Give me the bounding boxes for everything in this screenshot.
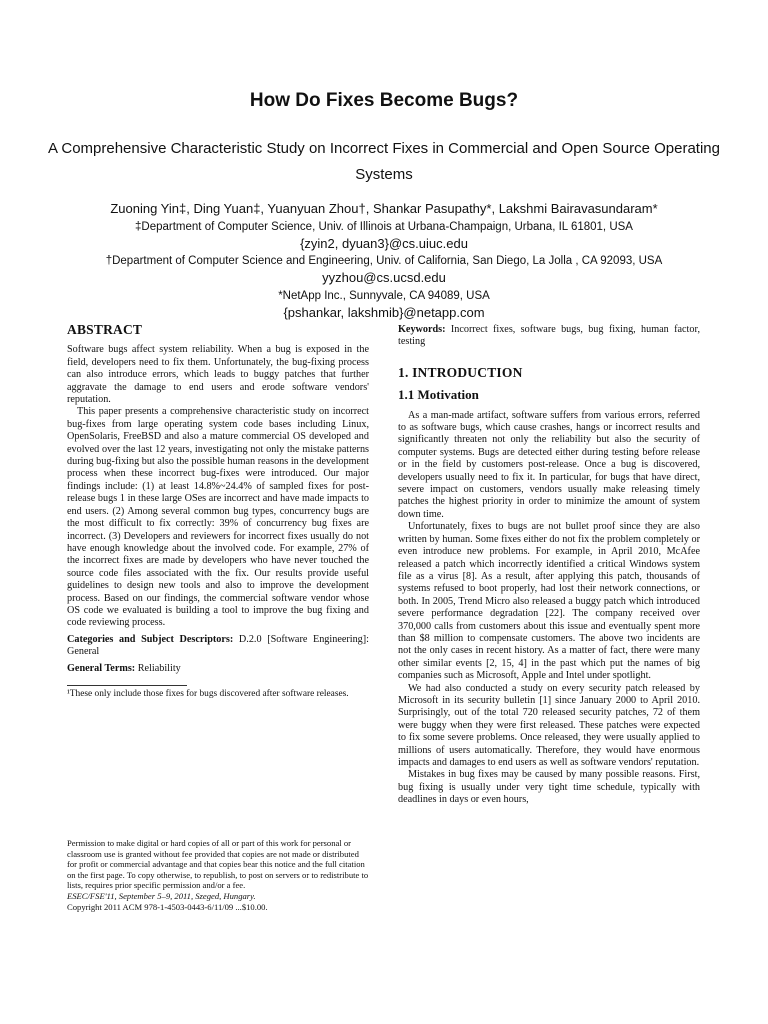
- categories-label: Categories and Subject Descriptors:: [67, 633, 234, 645]
- keywords: [398, 324, 700, 349]
- general-terms: [67, 663, 369, 675]
- email-ucsd: yyzhou@cs.ucsd.edu: [322, 270, 446, 285]
- paper-subtitle: A Comprehensive Characteristic Study on Incorrect Fixes in Commercial and Open Source Operating Systems: [48, 140, 720, 183]
- abstract-paragraph: This paper presents a comprehensive characteristic study on incorrect bug-fixes from large operating system code bases including Linux, OpenSolaris, FreeBSD and also a mature commercial OS developed and evolved over the last 12 years, investigating not only the mistake patterns during bug-fixing but also the possible human reasons in the development process when these incorrect bug-fixes were introduced. Our major findings include: (1) at least 14.8%~24.4% of sampled fixes for post-release bugs 1 in these large OSes are incorrect and have made impacts to end users. (2) Among several common bug types, concurrency bugs are the most difficult to fix correctly: 39% of concurrency bug fixes are incorrect. (3) Developers and reviewers for incorrect fixes usually do not have enough knowledge about the involved code. For example, 27% of the incorrect fixes are made by developers who have never touched the source code files associated with the fix. Our results provide useful guidelines to design new tools and also to improve the development process. Based on our findings, the commercial software vendor whose OS code we evaluated is building a tool to improve the bug fixing and code reviewing process.: [67, 406, 369, 629]
- affiliation-netapp: *NetApp Inc., Sunnyvale, CA 94089, USA: [278, 289, 490, 302]
- email-netapp: {pshankar, lakshmib}@netapp.com: [283, 304, 485, 320]
- keywords-label: Keywords:: [398, 324, 446, 335]
- conference-info: ESEC/FSE'11, September 5–9, 2011, Szeged, Hungary.: [67, 890, 256, 901]
- permission-notice: [67, 838, 369, 912]
- categories-text: D.2.0 [Software Engineering]: General: [67, 633, 369, 658]
- affiliation-uiuc: ‡Department of Computer Science, Univ. of Illinois at Urbana-Champaign, Urbana, IL 61801, USA: [135, 220, 633, 233]
- keywords-text: Incorrect fixes, software bugs, bug fixing, human factor, testing: [398, 324, 701, 348]
- general-terms-text: Reliability: [137, 662, 181, 674]
- right-column: [398, 320, 700, 807]
- copyright-line: Copyright 2011 ACM 978-1-4503-0443-6/11/09 ...$10.00.: [67, 901, 268, 912]
- abstract-heading: ABSTRACT: [67, 322, 143, 337]
- paper-title: How Do Fixes Become Bugs?: [249, 90, 519, 111]
- intro-paragraph: We had also conducted a study on every security patch released by Microsoft in its security bulletin [1] since January 2000 to April 2010. Surprisingly, out of the total 720 released security patches, 72 of them were buggy when they were first released. These patches were expected to fix some severe problems. Once released, they were usually applied to millions of users automatically. Therefore, they would have enormous impacts and damages to end users as well as software vendors' reputation.: [398, 682, 700, 768]
- abstract-paragraph: Software bugs affect system reliability. When a bug is exposed in the field, developers need to fix them. Unfortunately, the bug-fixing process can also introduce errors, which leads to buggy patches that further aggravate the damage to end users and erode software vendors' reputation.: [67, 344, 369, 406]
- intro-paragraph: Mistakes in bug fixes may be caused by many possible reasons. First, bug fixing is usually under very tight time schedule, typically with deadlines in days or even hours,: [398, 769, 700, 806]
- intro-paragraph: Unfortunately, fixes to bugs are not bullet proof since they are also written by human. Some fixes either do not fix the problem completely or even introduce new problems. For example, in April 2010, McAfee released a patch which incorrectly identified a critical Windows system file as a virus [8]. As a result, after applying this patch, thousands of systems refused to boot properly, had lost their network connections, or both. In 2005, Trend Micro also released a buggy patch which introduced severe performance degradation [22]. The company received over 370,000 calls from customers about this issue and eventually spent more than $8 million to compensate customers. The above two incidents are not the only cases in recent history. As a matter of fact, there were many other similar events [2, 15, 4] in the past which put the names of big companies such as Microsoft, Apple and Intel under spotlight.: [398, 521, 700, 682]
- intro-paragraph: As a man-made artifact, software suffers from various errors, referred to as software bugs, which cause crashes, hangs or incorrect results and significantly threaten not only the reliability but also the security of computer systems. Bugs are detected either during testing before release or in the field by customers post-release. Once a bug is discovered, developers usually need to fix it. In particular, for bugs that have direct, severe impact on customers, vendors usually make releasing timely patches the highest priority in order to minimize the amount of system down time.: [398, 409, 700, 520]
- email-uiuc: {zyin2, dyuan3}@cs.uiuc.edu: [300, 235, 468, 251]
- general-terms-label: General Terms:: [67, 662, 136, 674]
- author-block: [0, 200, 768, 322]
- categories-descriptors: [67, 634, 369, 659]
- author-names: Zuoning Yin‡, Ding Yuan‡, Yuanyuan Zhou†, Shankar Pasupathy*, Lakshmi Bairavasundaram*: [110, 201, 658, 216]
- affiliation-ucsd: †Department of Computer Science and Engineering, Univ. of California, San Diego, La Jolla , CA 92093, USA: [105, 255, 663, 267]
- introduction-heading: 1. INTRODUCTION: [398, 364, 523, 380]
- footnote-divider: [67, 685, 187, 686]
- motivation-heading: 1.1 Motivation: [398, 387, 479, 403]
- left-column: [67, 320, 369, 701]
- footnote: ¹These only include those fixes for bugs discovered after software releases.: [67, 688, 349, 699]
- permission-text: Permission to make digital or hard copies of all or part of this work for personal or classroom use is granted without fee provided that copies are not made or distributed for profit or commercial advantage and that copies bear this notice and the full citation on the first page. To copy otherwise, to republish, to post on servers or to redistribute to lists, requires prior specific permission and/or a fee.: [67, 838, 369, 891]
